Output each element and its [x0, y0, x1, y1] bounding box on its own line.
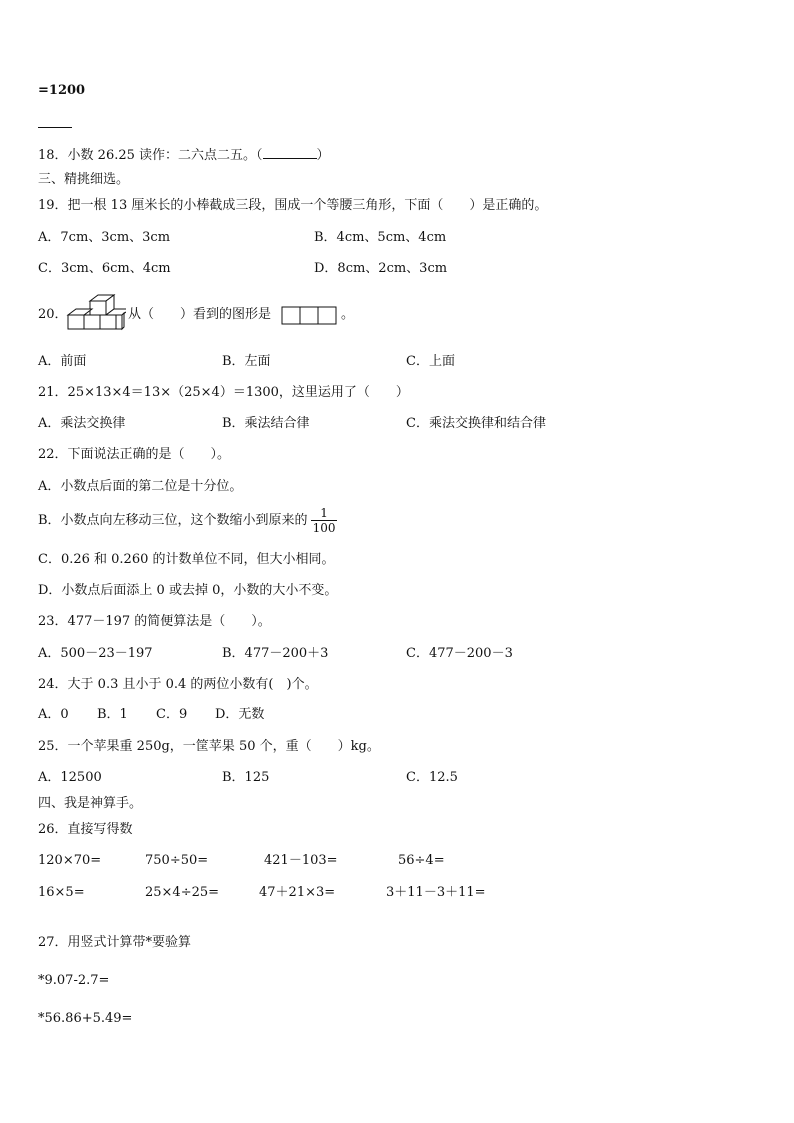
question-22-stem: 22．下面说法正确的是（ ）。 [38, 447, 231, 462]
bottom-cube-1-top [68, 309, 92, 315]
fraction-denominator: 100 [312, 521, 336, 535]
question-22-option-d: D．小数点后面添上 0 或去掉 0，小数的大小不变。 [38, 583, 338, 598]
question-25-option-a: A．12500 [38, 770, 102, 785]
calc-row2-item4: 3＋11－3＋11= [386, 885, 486, 900]
question-19-option-a: A．7cm、3cm、3cm [38, 230, 171, 245]
question-20-text [128, 306, 271, 324]
question-21-option-c: C．乘法交换律和结合律 [406, 416, 546, 431]
question-22-option-a: A．小数点后面的第二位是十分位。 [38, 479, 243, 494]
question-23-option-b: B．477－200＋3 [222, 646, 329, 661]
question-19-option-b: B．4cm、5cm、4cm [314, 230, 447, 245]
calc-row1-item1: 120×70= [38, 853, 102, 868]
section-4-heading: 四、我是神算手。 [38, 796, 143, 811]
question-23-option-a: A．500－23－197 [38, 646, 153, 661]
question-24-option-a: A．0 [38, 707, 69, 722]
question-20-number: 20． [38, 307, 68, 322]
calc-row1-item2: 750÷50= [145, 853, 209, 868]
question-25-option-b: B．125 [222, 770, 270, 785]
question-22-option-b [38, 506, 337, 536]
section-3-heading: 三、精挑细选。 [38, 172, 130, 187]
calc-row2-item3: 47＋21×3= [259, 885, 336, 900]
question-24-stem: 24．大于 0.3 且小于 0.4 的两位小数有( )个。 [38, 677, 318, 692]
answer-underline [38, 127, 72, 128]
question-18-tail: ） [316, 148, 330, 163]
bottom-cube-2-front [84, 315, 100, 329]
question-27-stem: 27．用竖式计算带*要验算 [38, 935, 192, 950]
question-25-stem: 25．一个苹果重 250g，一筐苹果 50 个，重（ ）kg。 [38, 739, 380, 754]
answer-blank [263, 145, 317, 159]
calc-row1-item4: 56÷4= [398, 853, 445, 868]
bottom-cube-4-side [122, 313, 124, 329]
question-19-option-c: C．3cm、6cm、4cm [38, 261, 171, 276]
question-20-option-c: C．上面 [406, 354, 455, 369]
cube-stack-figure [66, 293, 126, 337]
calc-row2-item2: 25×4÷25= [145, 885, 220, 900]
question-19-option-d: D．8cm、2cm、3cm [314, 261, 448, 276]
fraction-numerator: 1 [320, 506, 328, 520]
fraction-one-hundredth [311, 506, 338, 535]
question-22-option-c: C．0.26 和 0.260 的计数单位不同，但大小相同。 [38, 552, 335, 567]
bottom-cube-4-front [116, 315, 122, 329]
question-26-stem: 26．直接写得数 [38, 822, 133, 837]
question-20-mid: 从（ ）看到的图形是 [128, 307, 272, 322]
question-23-option-c: C．477－200－3 [406, 646, 513, 661]
question-18 [38, 145, 330, 165]
bottom-cube-3-front [100, 315, 116, 329]
question-21-option-b: B．乘法结合律 [222, 416, 310, 431]
question-20-end: 。 [341, 307, 355, 322]
question-18-text: 18．小数 26.25 读作：二六点二五。（ [38, 148, 263, 163]
question-20-option-a: A．前面 [38, 354, 87, 369]
question-24-option-b: B．1 [97, 707, 128, 722]
question-23-stem: 23．477－197 的简便算法是（ ）。 [38, 614, 271, 629]
question-19-stem: 19．把一根 13 厘米长的小棒截成三段，围成一个等腰三角形，下面（ ）是正确的。 [38, 198, 548, 213]
calc-row2-item1: 16×5= [38, 885, 85, 900]
question-22-option-b-text: B．小数点向左移动三位，这个数缩小到原来的 [38, 513, 308, 528]
vertical-calc-item-2: *56.86+5.49= [38, 1011, 133, 1026]
question-21-option-a: A．乘法交换律 [38, 416, 126, 431]
question-25-option-c: C．12.5 [406, 770, 458, 785]
top-cube-front-face [90, 301, 106, 315]
calc-row1-item3: 421－103= [264, 853, 338, 868]
vertical-calc-item-1: *9.07-2.7= [38, 973, 110, 988]
question-21-stem: 21．25×13×4＝13×（25×4）＝1300，这里运用了（ ） [38, 385, 409, 400]
question-20-option-b: B．左面 [222, 354, 271, 369]
question-24-option-c: C．9 [156, 707, 188, 722]
bottom-cube-1-front [68, 315, 84, 329]
previous-answer: =1200 [38, 83, 86, 98]
question-24-option-d: D．无数 [215, 707, 265, 722]
three-squares-figure [281, 306, 339, 325]
